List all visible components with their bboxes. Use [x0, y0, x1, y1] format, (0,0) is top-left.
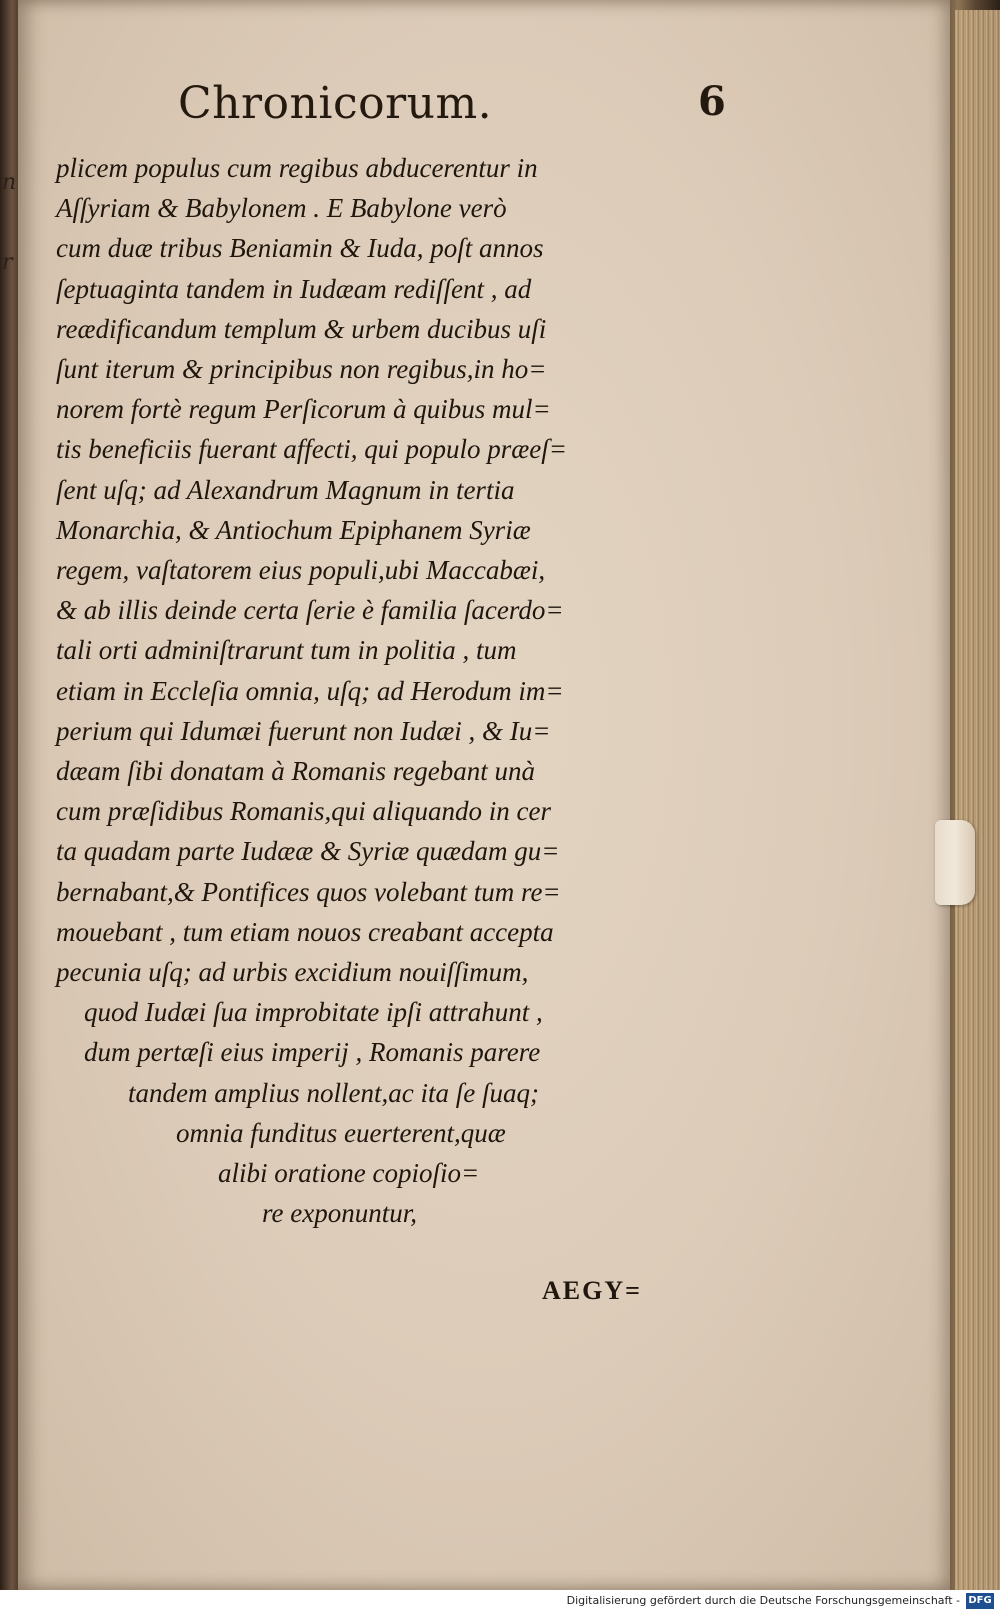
page-number: 6: [698, 78, 726, 125]
running-header: [178, 78, 738, 138]
margin-fragment: n: [2, 170, 17, 195]
text-line: plicem populus cum regibus abducerentur in: [56, 153, 538, 183]
text-line: dæam ſibi donatam à Romanis regebant unà: [56, 756, 535, 787]
text-line: reædificandum templum & urbem ducibus uſi: [56, 313, 547, 344]
text-line: cum præſidibus Romanis,qui aliquando in cer: [56, 796, 551, 827]
catchword: AEGY=: [542, 1276, 642, 1305]
text-line: ta quadam parte Iudææ & Syriæ quædam gu=: [56, 836, 560, 867]
text-line: quod Iudæi ſua improbitate ipſi attrahunt ,: [84, 997, 543, 1028]
text-line: bernabant,& Pontifices quos volebant tum re=: [56, 876, 561, 907]
footer-credit: Digitalisierung gefördert durch die Deutsche Forschungsgemeinschaft -: [566, 1594, 960, 1607]
text-line: cum duæ tribus Beniamin & Iuda, poſt annos: [56, 233, 544, 264]
text-line: alibi oratione copioſio=: [218, 1158, 480, 1189]
text-line: norem fortè regum Perſicorum à quibus mul=: [56, 394, 551, 425]
text-line: ſunt iterum & principibus non regibus,in ho=: [56, 354, 547, 385]
page-edges: [955, 10, 1000, 1600]
text-line: pecunia uſq; ad urbis excidium nouiſſimum,: [56, 957, 529, 988]
page-tab-marker: [935, 820, 975, 905]
digitization-footer: [0, 1590, 1000, 1614]
text-line: Monarchia, & Antiochum Epiphanem Syriæ: [56, 514, 531, 545]
text-line: tis beneficiis fuerant affecti, qui populo præeſ=: [56, 434, 567, 465]
text-line: ſeptuaginta tandem in Iudæam rediſſent , ad: [56, 273, 532, 304]
text-line: tali orti adminiſtrarunt tum in politia , tum: [56, 635, 517, 666]
margin-fragment: r: [2, 250, 13, 275]
text-line: re exponuntur,: [262, 1198, 417, 1229]
body-text: [56, 148, 666, 1233]
running-title: Chronicorum.: [178, 78, 493, 129]
text-line: etiam in Eccleſia omnia, uſq; ad Herodum im=: [56, 675, 564, 706]
book-page: [18, 0, 950, 1590]
text-line: ſent uſq; ad Alexandrum Magnum in tertia: [56, 474, 515, 505]
text-line: dum pertæſi eius imperij , Romanis parere: [84, 1037, 541, 1068]
text-line: & ab illis deinde certa ſerie è familia ſacerdo=: [56, 595, 564, 626]
dfg-logo: DFG: [966, 1593, 994, 1609]
text-line: omnia funditus euerterent,quæ: [176, 1117, 506, 1148]
text-line: mouebant , tum etiam nouos creabant accepta: [56, 916, 554, 947]
text-line: tandem amplius nollent,ac ita ſe ſuaq;: [128, 1077, 539, 1108]
left-page-gutter: [0, 0, 20, 1590]
text-line: perium qui Idumæi fuerunt non Iudæi , & Iu=: [56, 715, 551, 746]
text-line: Aſſyriam & Babylonem . E Babylone verò: [56, 193, 507, 224]
text-line: regem, vaſtatorem eius populi,ubi Maccabæi,: [56, 555, 546, 586]
